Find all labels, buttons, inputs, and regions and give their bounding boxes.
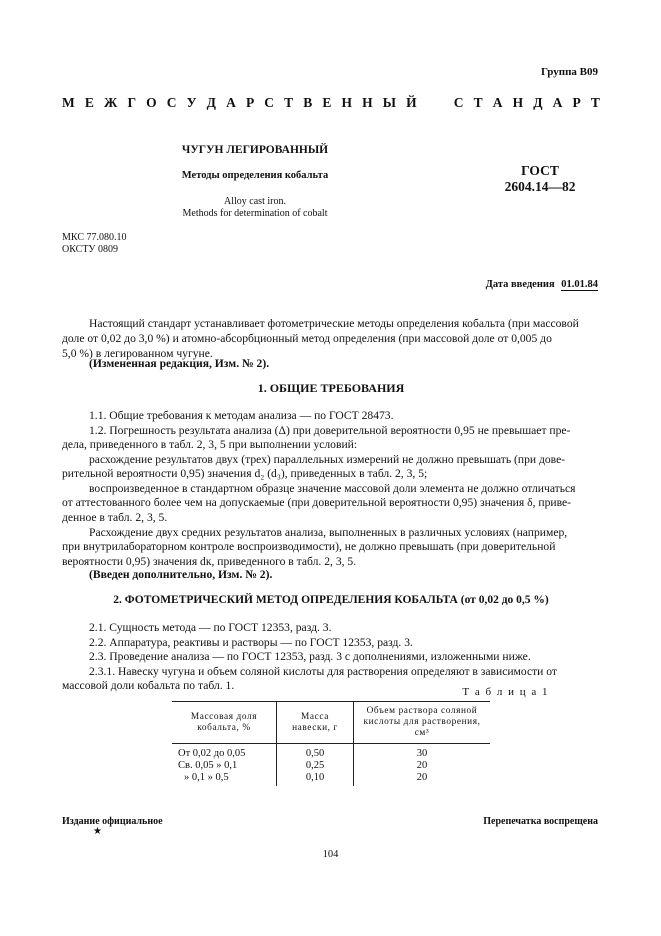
intro-amendment-note: (Измененная редакция, Изм. № 2). [89,357,270,370]
standard-heading-letter [427,95,430,111]
table-row-1-volume: 30 [354,744,491,761]
table-row-2-mass: 0,25 [277,760,354,772]
s2-line-3: 2.3. Проведение анализа — по ГОСТ 12353, разд. 3 с дополнениями, изложенными ниже. [89,650,531,663]
s1-amendment-note: (Введен дополнительно, Изм. № 2). [89,568,273,581]
standard-heading-letter: А [552,95,563,110]
standard-heading-letter: Ж [103,95,118,110]
intro-line-3: 5,0 %) в легированном чугуне. [62,347,213,360]
intro-line-1: Настоящий стандарт устанавливает фотометрические методы определения кобальта (при массовой [89,317,579,330]
s2-line-1: 2.1. Сущность метода — по ГОСТ 12353, разд. 3. [89,621,332,634]
s1-line-10: при внутрилабораторном контроле воспроизводимости), не должно превышать (при доверительной [62,540,556,553]
table-1 [172,701,490,786]
s1-line-6: воспроизведенное в стандартном образце значение массовой доли элемента не должно отличаться [89,482,576,495]
table-1-header-volume: Объем раствора соляной кислоты для растворения, см³ [354,702,491,744]
okstu-code: ОКСТУ 0809 [62,244,119,255]
table-row-3-volume: 20 [354,772,491,786]
standard-heading-letter: Т [284,95,294,110]
table-row-2-volume: 20 [354,760,491,772]
gost-number: 2604.14—82 [504,179,576,194]
english-title-line2: Methods for determination of cobalt [182,208,328,219]
s1-line-1: 1.1. Общие требования к методам анализа — по ГОСТ 28473. [89,409,394,422]
standard-heading-letter: Р [245,95,255,110]
s1-line-4: расхождение результатов двух (трех) параллельных измерений не должно превышать (при дове- [89,453,566,466]
document-title: ЧУГУН ЛЕГИРОВАННЫЙ [181,144,329,156]
effective-date [486,279,598,290]
standard-heading-letter: Н [512,95,524,110]
standard-heading-letter [440,95,443,111]
s1-line-9: Расхождение двух средних результатов анализа, выполненных в различных условиях (например, [89,526,568,539]
standard-heading-letter: А [226,95,236,110]
standard-heading-letter: Г [127,95,137,110]
s1-line-11: вероятности 0,95) значения dк, приведенного в табл. 2, 3, 5. [62,555,357,568]
standard-heading-letter: М [62,95,75,110]
table-row-3-mass: 0,10 [277,772,354,786]
section-2-heading: 2. ФОТОМЕТРИЧЕСКИЙ МЕТОД ОПРЕДЕЛЕНИЯ КОБАЛЬТА (от 0,02 до 0,5 %) [113,594,549,606]
mks-code: МКС 77.080.10 [62,232,127,243]
standard-heading-letter: С [453,95,464,110]
standard-heading-letter: Д [533,95,543,110]
standard-heading-letter: Е [84,95,94,110]
s2-line-4: 2.3.1. Навеску чугуна и объем соляной кислоты для растворения определяют в зависимости от [89,665,557,678]
standard-heading-letter: Й [406,95,417,110]
standard-heading-letter: Н [341,95,353,110]
page-number: 104 [322,849,339,860]
standard-heading-letter: С [166,95,177,110]
standard-heading-letter: В [303,95,313,110]
official-edition-label: Издание официальное [62,816,163,827]
table-row-1-mass: 0,50 [277,744,354,761]
standard-heading-letter: А [492,95,503,110]
s1-line-2: 1.2. Погрешность результата анализа (Δ) при доверительной вероятности 0,95 не превышает пре- [89,424,571,437]
table-1-caption: Т а б л и ц а 1 [462,686,549,698]
section-1-heading: 1. ОБЩИЕ ТРЕБОВАНИЯ [257,381,405,395]
standard-heading-letter: Р [572,95,581,110]
s2-line-2: 2.2. Аппаратура, реактивы и растворы — по ГОСТ 12353, разд. 3. [89,636,413,649]
standard-heading-letter: Ы [382,95,397,110]
standard-heading-letter: Н [362,95,373,110]
interstate-standard-heading [62,95,600,111]
effective-date-value: 01.01.84 [561,279,598,290]
table-1-header-cobalt: Массовая доля кобальта, % [172,702,277,744]
standard-heading-letter: Т [473,95,483,110]
star-icon: ★ [93,826,102,837]
group-code: Группа В09 [540,66,598,78]
effective-date-label: Дата введения [485,279,555,290]
s1-line-3: дела, приведенного в табл. 2, 3, 5 при выполнении условий: [62,438,358,451]
table-row-2-range: Св. 0,05 » 0,1 [178,760,238,771]
standard-heading-letter: У [186,95,197,110]
gost-label: ГОСТ [521,163,559,178]
reprint-prohibited-label: Перепечатка воспрещена [483,816,598,827]
standard-heading-letter: Д [206,95,216,110]
standard-heading-letter: С [264,95,275,110]
document-subtitle: Методы определения кобальта [181,170,329,181]
s2-line-5: массовой доли кобальта по табл. 1. [62,679,235,692]
table-1-header-mass: Масса навески, г [277,702,354,744]
s1-line-8: денное в табл. 2, 3, 5. [62,511,168,524]
standard-heading-letter: Е [322,95,332,110]
table-row-1-range: От 0,02 до 0,05 [178,748,246,759]
s1-line-5: рительной вероятности 0,95) значения d₂ (d₃), приведенных в табл. 2, 3, 5; [62,467,428,480]
table-row-3-range: » 0,1 » 0,5 [184,772,229,783]
intro-line-2: доле от 0,02 до 3,0 %) и атомно-абсорбционный метод определения (при массовой доле от 0,005 до [62,332,552,345]
standard-heading-letter: Т [590,95,600,110]
standard-heading-letter: О [146,95,157,110]
english-title-line1: Alloy cast iron. [224,196,286,207]
s1-line-7: от аттестованного более чем на допускаемые (при доверительной вероятности 0,95) значения δ, приве- [62,496,571,509]
